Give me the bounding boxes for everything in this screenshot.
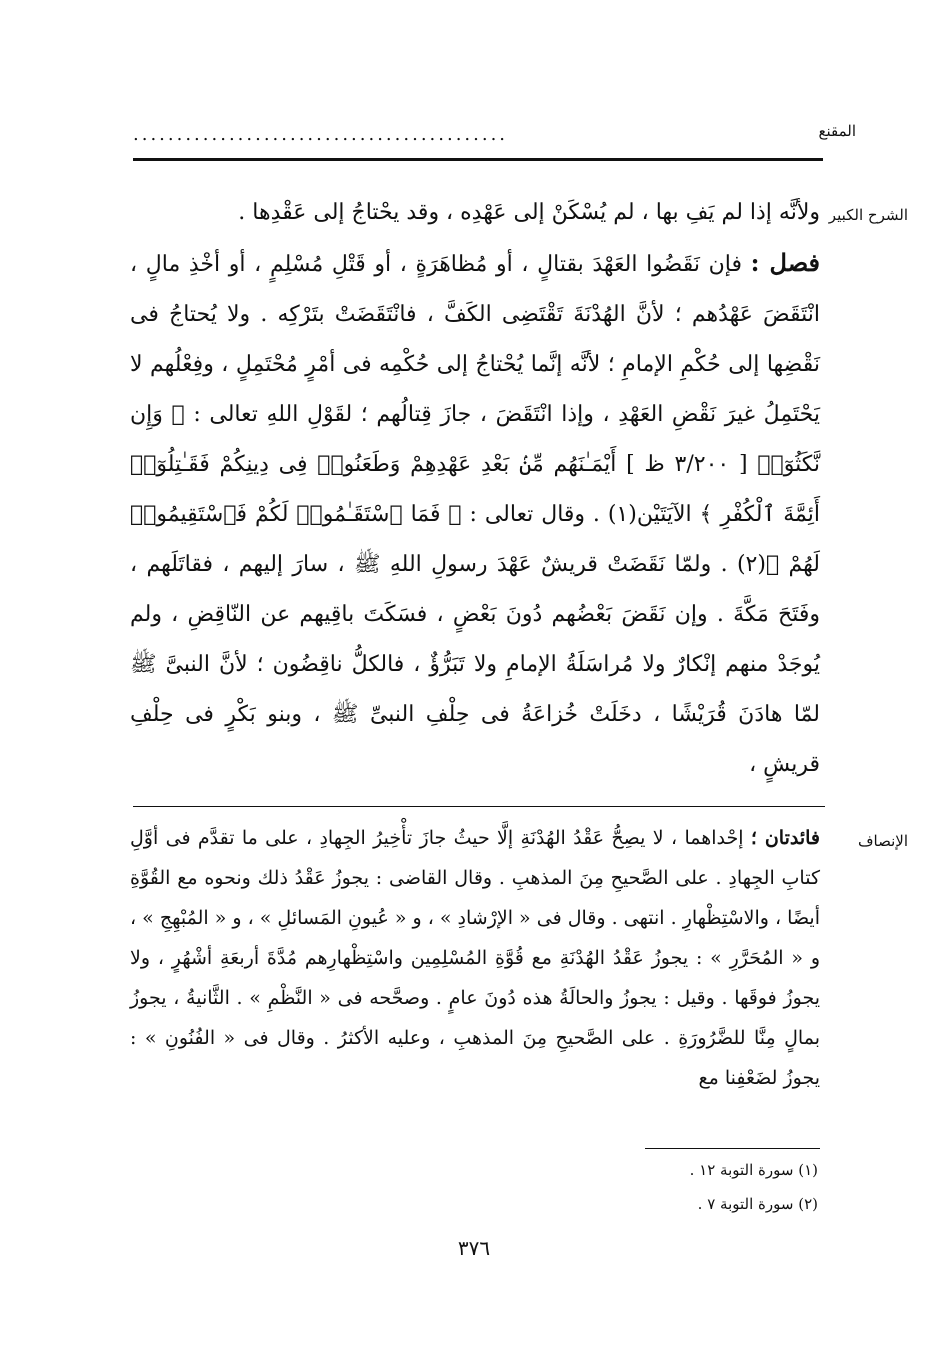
insaf-text: [130, 818, 820, 1098]
faidatan-paragraph: [130, 818, 820, 1098]
intro-paragraph: ولأنَّه إذا لم يَفِ بها ، لم يُسْكَنْ إلى عَهْدِه ، وقد يحْتاجُ إلى عَقْدِها .: [238, 200, 820, 225]
fasl-paragraph: [130, 238, 820, 790]
side-label-sharh: الشرح الكبير: [828, 206, 908, 224]
main-commentary-text: [130, 188, 820, 790]
page-number: ٣٧٦: [457, 1236, 491, 1260]
footnote-2: (٢) سورة التوبة ٧ .: [697, 1195, 818, 1213]
header-rule: [133, 158, 823, 161]
fasl-body: فإن نَقَضُوا العَهْدَ بقتالٍ ، أو مُظاهَرَةٍ ، أو قَتْلِ مُسْلِمٍ ، أو أخْذِ مالٍ ، انْتَقَضَ عَهْدُهم ؛ لأنَّ الهُدْنَةَ تَقْتَضِى الكَفَّ ، فانْتَقَضَتْ بتَرْكِه . ولا يُحتاجُ فى نَقْضِها إلى حُكْمِ الإمامِ ؛ لأنَّه إنَّما يُحْتاجُ إلى حُكْمِه فى أمْرٍ مُحْتَمِلٍ ، وفِعْلُهم لا يَحْتَمِلُ غيرَ نَقْضِ العَهْدِ ، وإذا انْتَقَضَ ، جازَ قِتالُهم ؛ لقَوْلِ اللهِ تعالى : ﴿ وَإِن نَّكَثُوٓا۟ [ ٣/٢٠٠ ظ ] أَيْمَـٰنَهُم مِّنۢ بَعْدِ عَهْدِهِمْ وَطَعَنُوا۟ فِى دِينِكُمْ فَقَـٰتِلُوٓا۟ أَئِمَّةَ ٱلْكُفْرِ ﴾ الآيَتَيْن(١) . وقال تعالى : ﴿ فَمَا ٱسْتَقَـٰمُوا۟ لَكُمْ فَٱسْتَقِيمُوا۟ لَهُمْ ﴾(٢) . ولمّا نَقَضَتْ قريشٌ عَهْدَ رسولِ اللهِ ﷺ ، سارَ إليهم ، فقاتَلَهم ، وفَتَحَ مَكَّةَ . وإن نَقَضَ بَعْضُهم دُونَ بَعْضٍ ، فسَكَتَ باقِيهم عن النّاقِضِ ، ولم يُوجَدْ منهم إنْكارٌ ولا مُراسَلَةُ الإمامِ ولا تَبَرُّؤٌ ، فالكلُّ ناقِضُون ؛ لأنَّ النبىَّ ﷺ لمّا هادَنَ قُرَيْشًا ، دخَلَتْ خُزاعَةُ فى حِلْفِ النبىِّ ﷺ ، وبنو بَكْرٍ فى حِلْفِ قريشٍ ،: [130, 252, 821, 777]
side-label-insaf: الإنصاف: [857, 832, 908, 850]
faidatan-body: إحْداهما ، لا يصِحُّ عَقْدُ الهُدْنَةِ إلَّا حيثُ جازَ تأْخِيرُ الجِهادِ ، على ما تقدَّم فى أوَّلِ كتابِ الجِهادِ . على الصَّحيحِ مِنَ المذهبِ . وقال القاضى : يجوزُ عَقْدُ ذلك ونحوه مع القُوَّةِ أيضًا ، والاسْتِظْهارِ . انتهى . وقال فى « الإرْشادِ » ، و « عُيونِ المَسائلِ » ، و « المُبْهِجِ » ، و « المُحَرَّرِ » : يجوزُ عَقْدُ الهُدْنَةِ مع قُوَّةِ المُسْلِمِين واسْتِظْهارِهم مُدَّةَ أربعَةِ أشْهُرٍ ، ولا يجوزُ فوقَها . وقيل : يجوزُ والحالَةُ هذه دُونَ عامٍ . وصحَّحه فى « النَّظْمِ » . الثَّانيةُ ، يجوزُ بمالٍ مِنَّا للضَّرُورَةِ . على الصَّحيحِ مِنَ المذهبِ ، وعليه الأكثرُ . وقال فى « الفُنُونِ » : يجوزُ لضَعْفِنا مع: [130, 827, 820, 1089]
fasl-heading: فصل :: [750, 248, 820, 277]
section-divider: [133, 806, 825, 807]
faidatan-heading: فائدتان ؛: [750, 827, 820, 849]
running-header-title: المقنع: [818, 122, 856, 140]
footnotes: [518, 1153, 818, 1221]
footnote-rule: [645, 1148, 820, 1149]
running-header-leader-dots: ...........................................: [133, 124, 509, 145]
footnote-1: (١) سورة التوبة ١٢ .: [689, 1161, 818, 1179]
